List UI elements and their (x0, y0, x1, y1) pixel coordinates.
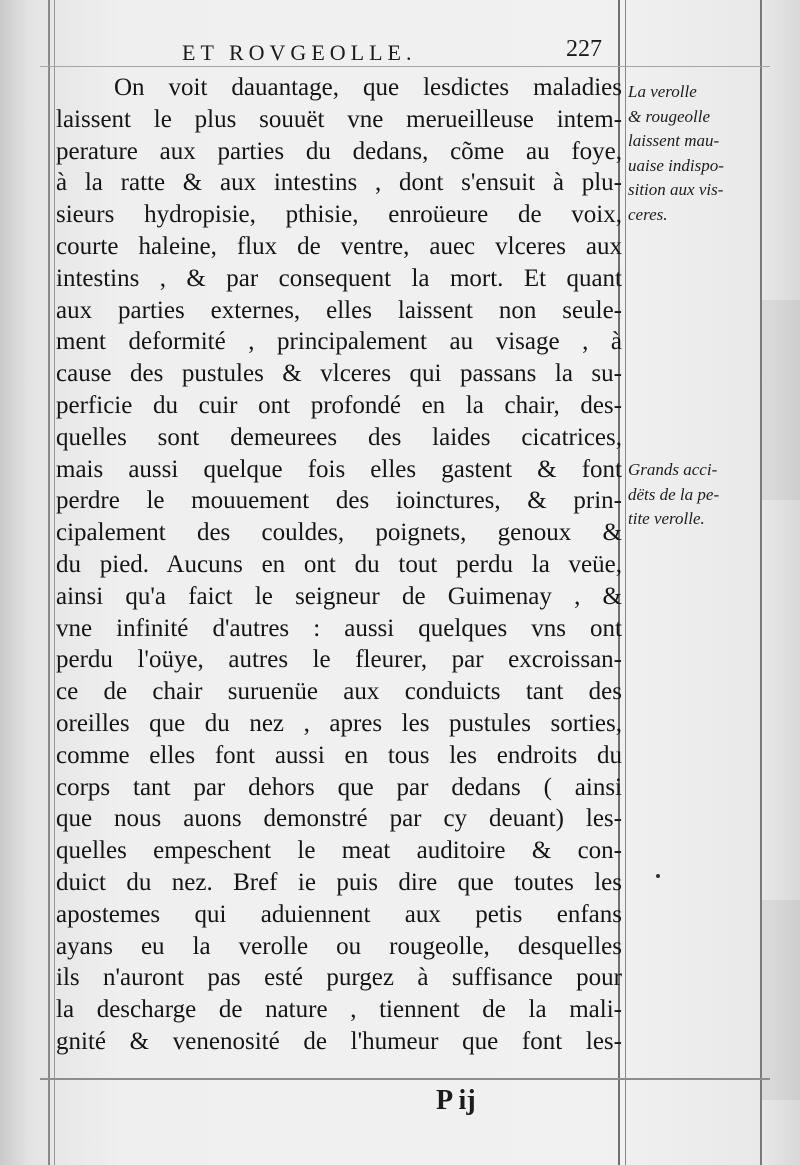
text-line: intestins , & par consequent la mort. Et quant (56, 264, 622, 292)
text-line: aux parties externes, elles laissent non seule- (56, 296, 622, 324)
margin-note-verolle (628, 80, 758, 227)
page-number: 227 (566, 36, 602, 62)
text-line: cipalement des couldes, poignets, genoux & (56, 519, 622, 547)
left-frame-rule (48, 0, 50, 1165)
text-line: courte haleine, flux de ventre, auec vlceres aux (56, 232, 622, 260)
text-line: On voit dauantage, que lesdictes maladies (114, 74, 622, 101)
page-bleed-shadow (760, 300, 800, 500)
text-line: apostemes qui aduiennent aux petis enfans (56, 900, 622, 928)
text-margin-rule-inner (625, 0, 626, 1165)
text-line: sieurs hydropisie, pthisie, enroüeure de voix, (56, 201, 622, 229)
text-line: perdu l'oüye, autres le fleurer, par excroissan- (56, 646, 622, 674)
text-line: ils n'auront pas esté purgez à suffisance pour (56, 964, 622, 992)
ink-dot (656, 874, 660, 878)
margin-note-line: & rougeolle (628, 106, 710, 126)
text-line: duict du nez. Bref ie puis dire que toutes les (56, 868, 622, 896)
text-line: perdre le mouuement des ioinctures, & prin- (56, 487, 622, 515)
margin-note-line: dëts de la pe- (628, 484, 720, 504)
text-line: gnité & venenosité de l'humeur que font les- (56, 1027, 622, 1055)
text-line: perficie du cuir ont profondé en la chair, des- (56, 391, 622, 419)
left-frame-rule-inner (54, 0, 55, 1165)
text-line: laissent le plus souuët vne merueilleuse intem- (56, 105, 622, 133)
text-line: corps tant par dehors que par dedans ( ainsi (56, 773, 622, 801)
text-line: quelles sont demeurees des laides cicatrices, (56, 423, 622, 451)
margin-note-line: tite verolle. (628, 509, 705, 528)
margin-note-line: laissent mau- (628, 131, 720, 150)
top-frame-rule (40, 66, 770, 67)
text-line: ment deformité , principalement au visage , à (56, 328, 622, 356)
text-line: ce de chair suruenüe aux conduicts tant des (56, 678, 622, 706)
margin-note-line: sition aux vis- (628, 180, 724, 199)
text-line: du pied. Aucuns en ont du tout perdu la veüe, (56, 550, 622, 578)
text-line: la descharge de nature , tiennent de la mali- (56, 996, 622, 1024)
margin-note-grands-accidents (628, 458, 758, 532)
margin-note-line: Grands acci- (628, 460, 718, 479)
margin-note-line: uaise indispo- (628, 155, 724, 175)
bottom-frame-rule (40, 1078, 770, 1080)
running-head: ET ROVGEOLLE. (182, 40, 417, 65)
right-frame-rule (760, 0, 762, 1165)
margin-note-line: La verolle (628, 82, 697, 101)
text-line: perature aux parties du dedans, cõme au foye, (56, 137, 622, 165)
text-line: mais aussi quelque fois elles gastent & font (56, 455, 622, 483)
main-text-block (56, 72, 622, 1058)
text-line: ayans eu la verolle ou rougeolle, desquelles (56, 932, 622, 960)
text-line: quelles empeschent le meat auditoire & con- (56, 837, 622, 865)
text-line: comme elles font aussi en tous les endroits du (56, 741, 622, 769)
text-line: ainsi qu'a faict le seigneur de Guimenay , & (56, 582, 622, 610)
text-line: cause des pustules & vlceres qui passans la su- (56, 360, 622, 388)
text-line: oreilles que du nez , apres les pustules sorties, (56, 709, 622, 737)
text-line: vne infinité d'autres : aussi quelques vns ont (56, 614, 622, 642)
page-bleed-shadow (760, 900, 800, 1100)
signature-mark: P ij (436, 1085, 476, 1116)
margin-note-line: ceres. (628, 204, 668, 224)
text-line: à la ratte & aux intestins , dont s'ensuit à plu- (56, 169, 622, 197)
text-line: que nous auons demonstré par cy deuant) les- (56, 805, 622, 833)
